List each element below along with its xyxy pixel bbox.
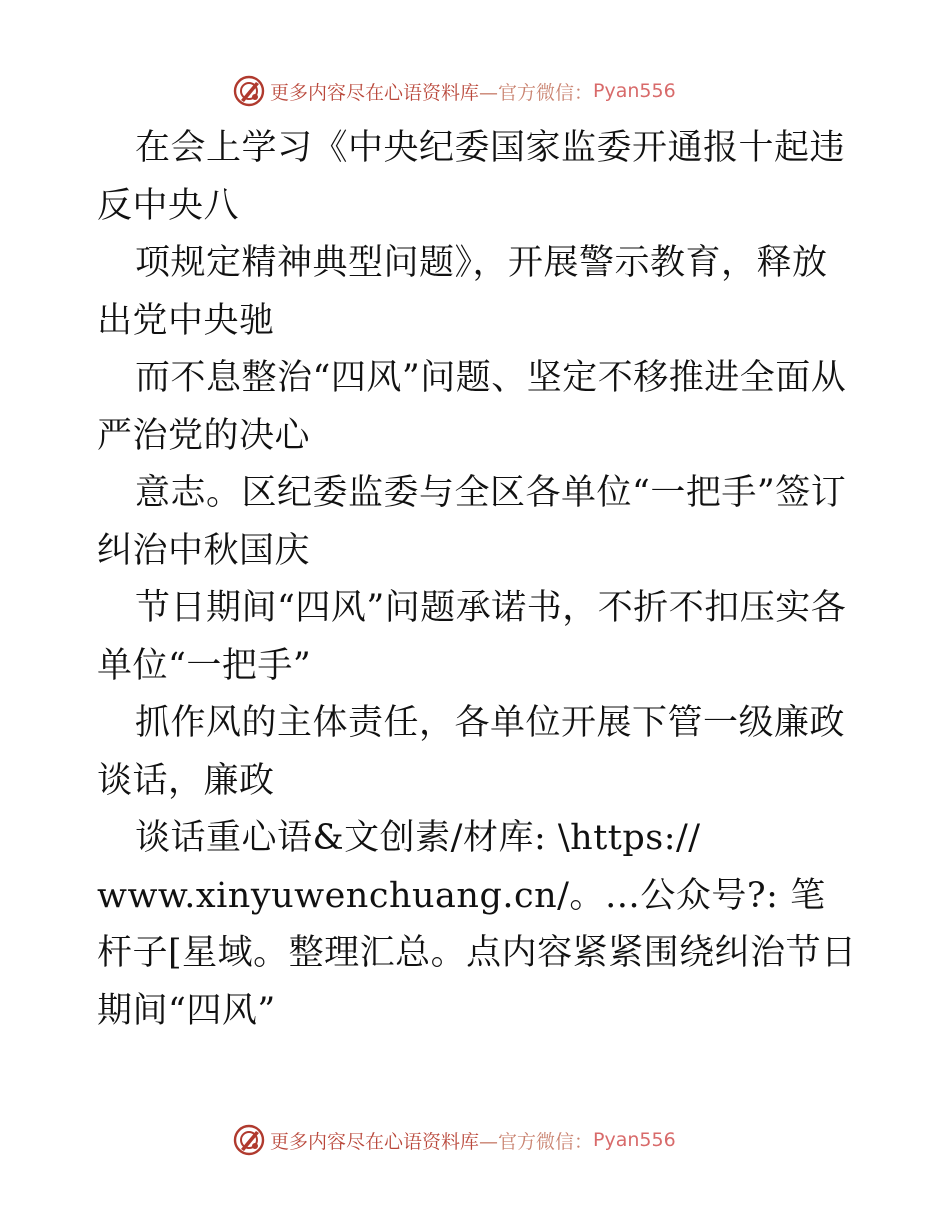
header-banner	[232, 71, 676, 111]
paragraph: 谈话重心语&文创素/材库: \https://	[135, 818, 701, 858]
paragraph: 意志。区纪委监委与全区各单位“一把手”签订纠治中秋国庆	[97, 473, 847, 571]
paragraph: 项规定精神典型问题》，开展警示教育，释放出党中央驰	[97, 243, 828, 341]
banner-title: 更多内容尽在心语资料库	[270, 81, 480, 104]
banner-wechat-label: —官方微信：	[479, 1130, 594, 1153]
paragraph: 抓作风的主体责任，各单位开展下管一级廉政谈话，廉政	[97, 703, 846, 801]
banner-wechat-account: Pyan556	[593, 1129, 676, 1151]
paragraph: 而不息整治“四风”问题、坚定不移推进全面从严治党的决心	[97, 358, 847, 456]
footer-banner	[232, 1120, 676, 1160]
library-logo-icon	[232, 74, 266, 108]
document-body	[97, 120, 857, 1040]
paragraph: 在会上学习《中央纪委国家监委开通报十起违反中央八	[97, 128, 846, 226]
library-logo-icon	[232, 1123, 266, 1157]
banner-title: 更多内容尽在心语资料库	[270, 1130, 480, 1153]
paragraph: 节日期间“四风”问题承诺书，不折不扣压实各单位“一把手”	[97, 588, 847, 686]
banner-wechat-account: Pyan556	[593, 80, 676, 102]
banner-wechat-label: —官方微信：	[479, 81, 594, 104]
paragraph-url: www.xinyuwenchuang.cn/。…公众号?: 笔杆子[星域。整理汇总。点内容紧紧围绕纠治节日期间“四风”	[97, 875, 857, 1031]
